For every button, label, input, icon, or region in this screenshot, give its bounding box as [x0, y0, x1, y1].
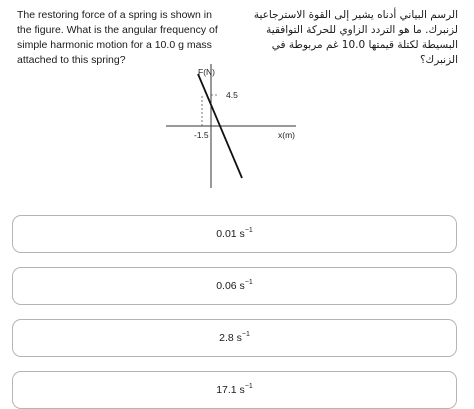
answer-option-a-exponent: −1: [244, 227, 253, 234]
answer-option-c-value: 2.8 s: [219, 332, 242, 344]
y-axis-label: F(N): [198, 67, 215, 77]
answer-option-c-exponent: −1: [241, 331, 250, 338]
answer-option-d[interactable]: [12, 371, 457, 409]
x-axis-label: x(m): [278, 130, 295, 140]
force-graph: [160, 60, 300, 192]
question-text-arabic: الرسم البياني أدناه يشير إلى القوة الاسترجاعية لزنبرك. ما هو التردد الزاوي للحركة التوافقية البسيطة لكتلة قيمتها 10.0 غم مربوطة في الزنبرك؟: [253, 9, 458, 66]
answer-option-b[interactable]: [12, 267, 457, 305]
answer-option-a[interactable]: [12, 215, 457, 253]
answer-options: [12, 215, 457, 409]
answer-option-a-value: 0.01 s: [216, 228, 245, 240]
answer-option-b-text: [216, 280, 253, 292]
answer-option-d-exponent: −1: [244, 383, 253, 390]
question-text-english: The restoring force of a spring is shown in the figure. What is the angular frequency of simple harmonic motion for a 10.0 g mass attached to this spring?: [17, 9, 218, 66]
answer-option-a-text: [216, 228, 253, 240]
answer-option-b-value: 0.06 s: [216, 280, 245, 292]
answer-option-c-text: [219, 332, 250, 344]
answer-option-b-exponent: −1: [244, 279, 253, 286]
answer-option-d-value: 17.1 s: [216, 384, 245, 396]
force-displacement-figure: [160, 60, 300, 192]
answer-option-c[interactable]: [12, 319, 457, 357]
answer-option-d-text: [216, 384, 253, 396]
y-intercept-label: 4.5: [226, 90, 238, 100]
x-intercept-label: -1.5: [194, 130, 209, 140]
